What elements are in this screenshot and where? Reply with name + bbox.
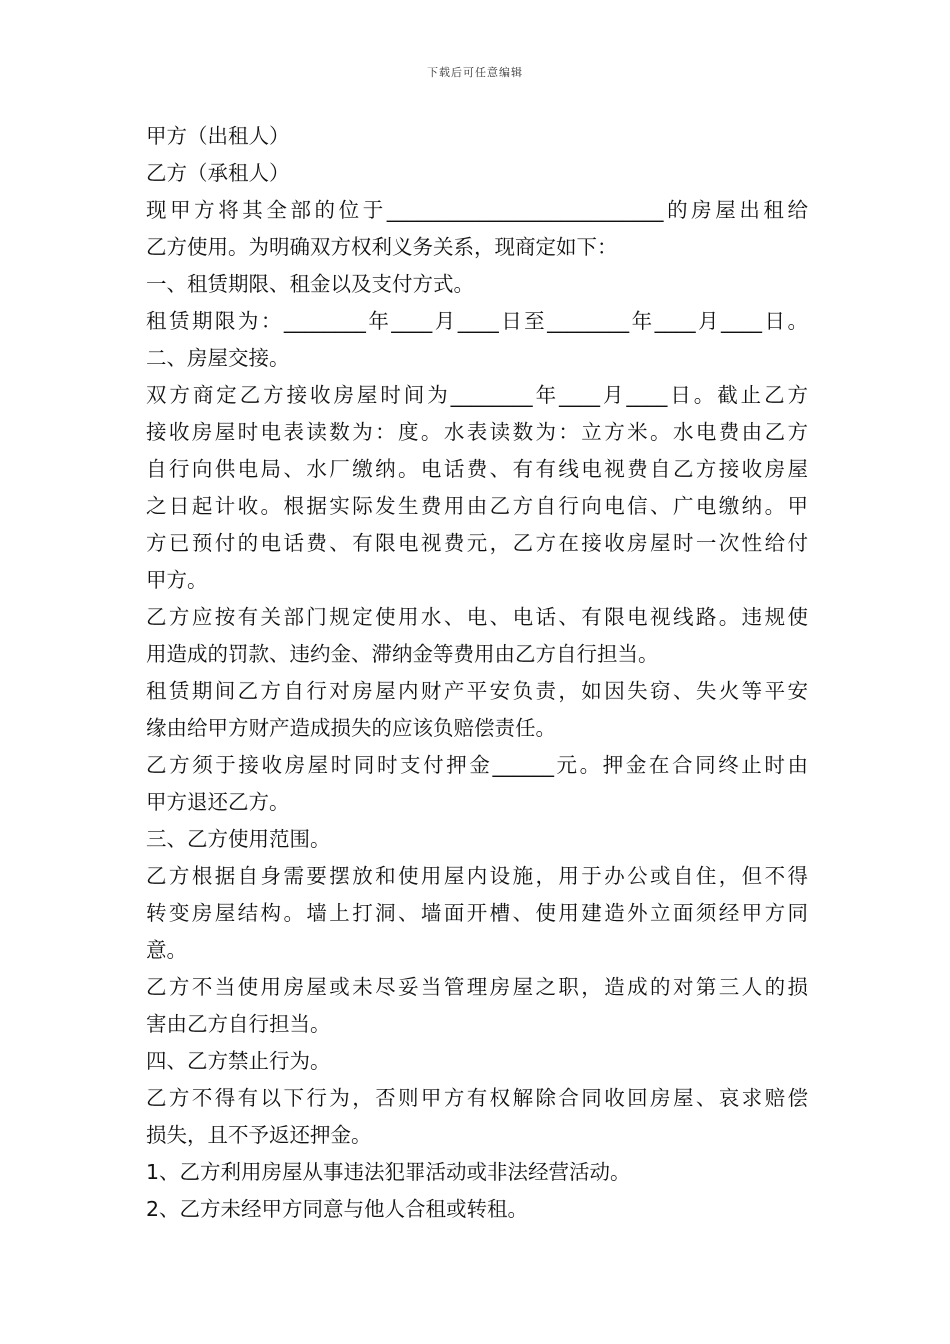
list-item-2: 2、乙方未经甲方同意与他人合租或转租。 [146,1197,529,1221]
party-b-line: 乙方（承租人） [146,161,290,185]
paragraph-line: 乙方使用。为明确双方权利义务关系，现商定如下： [146,235,618,259]
paragraph-line: 意。 [146,938,187,962]
contract-body [146,118,808,1228]
section-heading-1: 一、租赁期限、租金以及支付方式。 [146,272,474,296]
paragraph-line: 租赁期间乙方自行对房屋内财产平安负责，如因失窃、失火等平安 [146,679,808,703]
party-a-line: 甲方（出租人） [146,124,290,148]
paragraph-line: 方已预付的电话费、有限电视费元，乙方在接收房屋时一次性给付 [146,531,808,555]
paragraph-line: 害由乙方自行担当。 [146,1012,331,1036]
paragraph-line: 甲方退还乙方。 [146,790,290,814]
paragraph-line: 乙方不得有以下行为，否则甲方有权解除合同收回房屋、哀求赔偿 [146,1086,808,1110]
paragraph-line: 之日起计收。根据实际发生费用由乙方自行向电信、广电缴纳。甲 [146,494,808,518]
paragraph-line: 双方商定乙方接收房屋时间为________年____月____日。截止乙方 [146,383,808,407]
list-item-1: 1、乙方利用房屋从事违法犯罪活动或非法经营活动。 [146,1160,631,1184]
paragraph-line: 乙方应按有关部门规定使用水、电、电话、有限电视线路。违规使 [146,605,808,629]
section-heading-2: 二、房屋交接。 [146,346,290,370]
paragraph-line: 现甲方将其全部的位于___________________________的房屋出租给 [146,198,808,222]
section-heading-4: 四、乙方禁止行为。 [146,1049,331,1073]
paragraph-line: 甲方。 [146,568,208,592]
paragraph-line: 租赁期限为：________年____月____日至________年____月____日。 [146,309,808,333]
paragraph-line: 缘由给甲方财产造成损失的应该负赔偿责任。 [146,716,556,740]
paragraph-line: 自行向供电局、水厂缴纳。电话费、有有线电视费自乙方接收房屋 [146,457,808,481]
paragraph-line: 乙方须于接收房屋时同时支付押金______元。押金在合同终止时由 [146,753,808,777]
paragraph-line: 转变房屋结构。墙上打洞、墙面开槽、使用建造外立面须经甲方同 [146,901,808,925]
paragraph-line: 乙方不当使用房屋或未尽妥当管理房屋之职，造成的对第三人的损 [146,975,808,999]
section-heading-3: 三、乙方使用范围。 [146,827,331,851]
paragraph-line: 乙方根据自身需要摆放和使用屋内设施，用于办公或自住，但不得 [146,864,808,888]
page-header-note: 下载后可任意编辑 [427,66,523,79]
paragraph-line: 用造成的罚款、违约金、滞纳金等费用由乙方自行担当。 [146,642,659,666]
paragraph-line: 接收房屋时电表读数为：度。水表读数为：立方米。水电费由乙方 [146,420,808,444]
paragraph-line: 损失，且不予返还押金。 [146,1123,372,1147]
